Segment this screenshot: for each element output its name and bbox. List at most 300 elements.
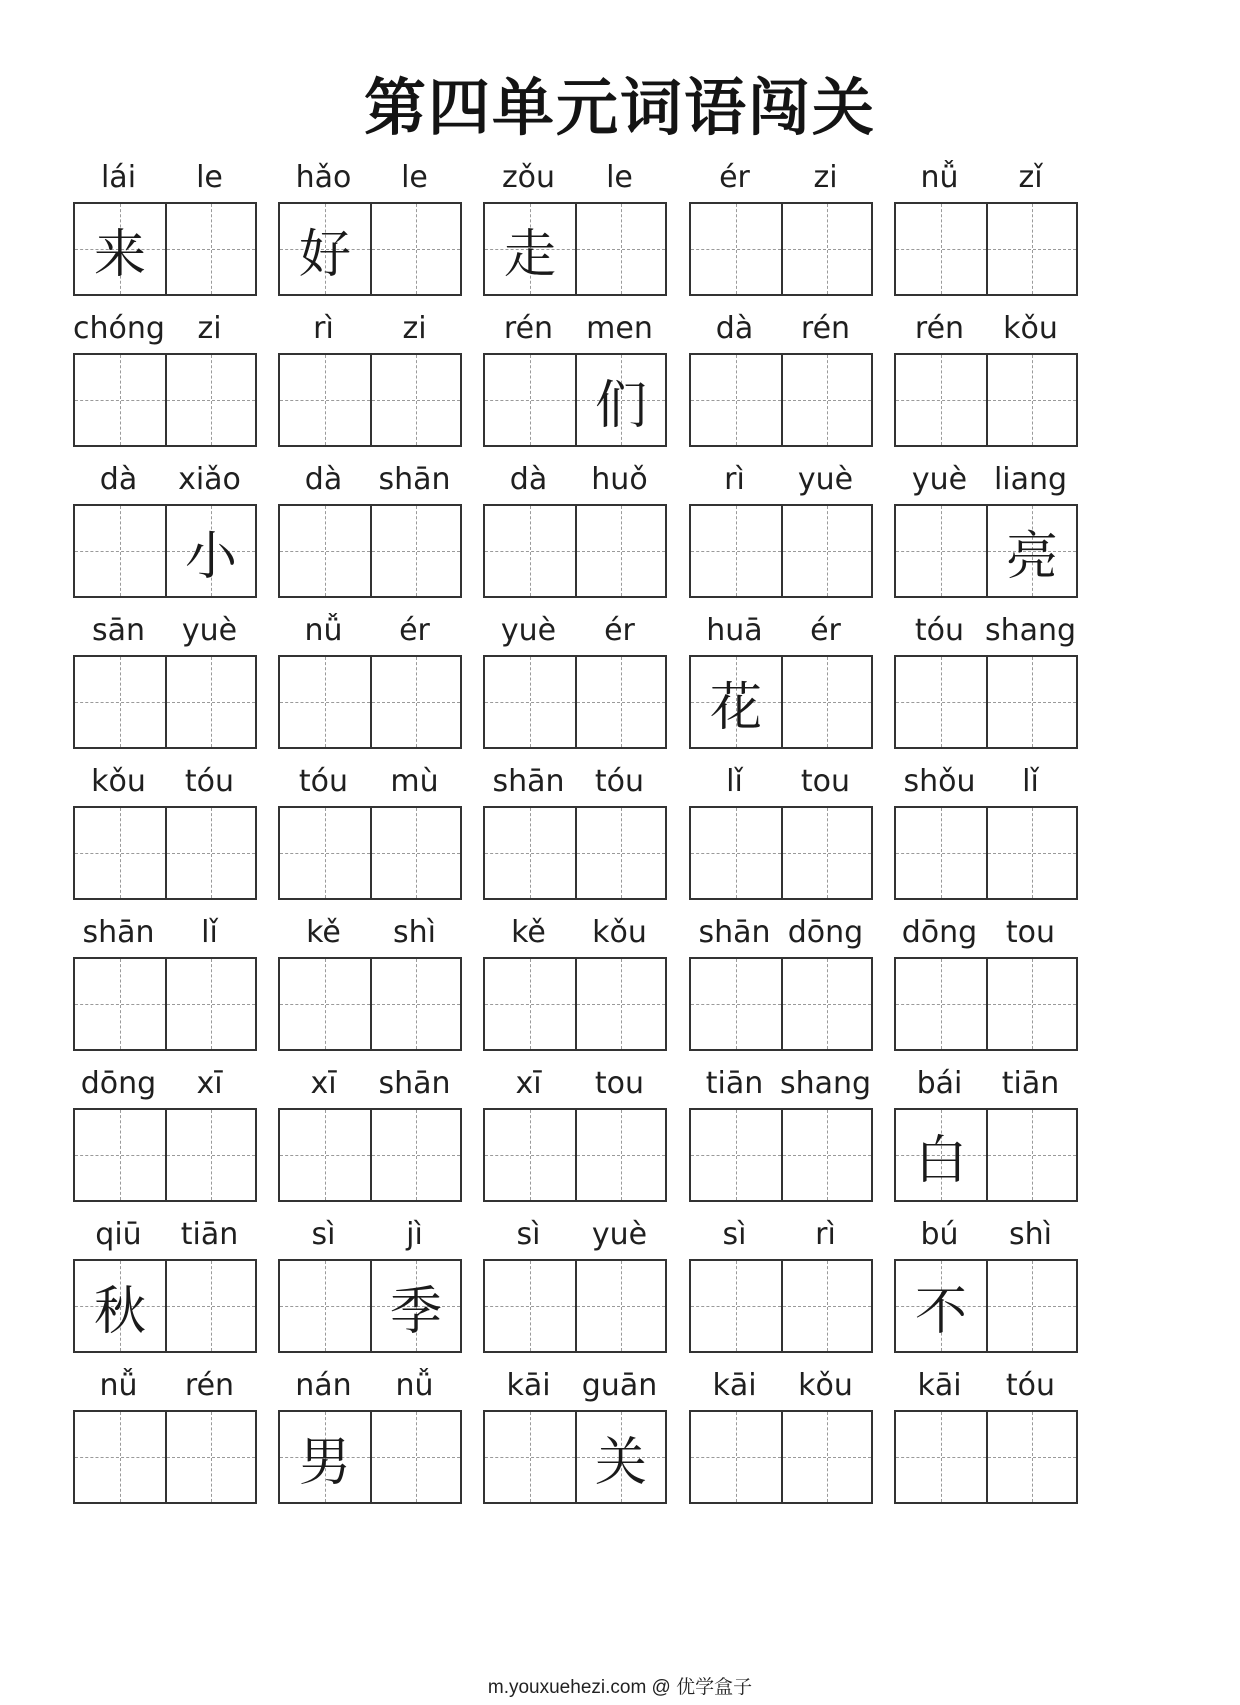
tian-zi-cell[interactable] [485,657,575,747]
writing-box [483,806,667,900]
hanzi-character [577,808,665,898]
tian-zi-cell[interactable] [896,1110,986,1200]
tian-zi-cell[interactable] [986,808,1076,898]
hanzi-character [485,1412,575,1502]
hanzi-character [783,506,871,596]
tian-zi-cell[interactable] [370,204,460,294]
pinyin-label: shān [378,462,451,497]
writing-box [483,202,667,296]
writing-box [278,957,462,1051]
writing-box [278,655,462,749]
hanzi-character [988,657,1076,747]
writing-box [894,1410,1078,1504]
pinyin-label: bú [920,1217,959,1252]
tian-zi-cell[interactable] [280,959,370,1049]
tian-zi-cell[interactable] [896,808,986,898]
pinyin-label: le [196,160,223,195]
tian-zi-cell[interactable] [280,204,370,294]
pinyin-label: zǒu [501,160,556,195]
pinyin-label: ér [399,613,430,648]
tian-zi-cell[interactable] [485,808,575,898]
hanzi-character [485,657,575,747]
tian-zi-cell[interactable] [781,1110,871,1200]
pinyin-label: tou [594,1066,645,1101]
pinyin-label: hǎo [295,160,352,195]
writing-box [689,957,873,1051]
pinyin-label: shang [985,613,1077,648]
tian-zi-cell[interactable] [165,1261,255,1351]
tian-zi-cell[interactable] [485,1110,575,1200]
hanzi-character [691,1412,781,1502]
hanzi-character [485,808,575,898]
tian-zi-cell[interactable] [280,657,370,747]
pinyin-label: huā [706,613,763,648]
hanzi-character [75,1412,165,1502]
hanzi-character: 们 [594,375,647,436]
hanzi-character [280,657,370,747]
hanzi-character [896,1412,986,1502]
hanzi-character [167,355,255,445]
hanzi-character [896,808,986,898]
hanzi-character: 不 [914,1281,967,1342]
tian-zi-cell[interactable] [165,959,255,1049]
pinyin-label: ér [719,160,750,195]
pinyin-label: kě [306,915,341,950]
tian-zi-cell[interactable] [370,1110,460,1200]
hanzi-character [691,808,781,898]
pinyin-label: kǒu [1003,311,1058,346]
pinyin-label: sì [516,1217,541,1252]
pinyin-label: kāi [506,1368,551,1403]
pinyin-label: dōng [787,915,864,950]
hanzi-character [988,1412,1076,1502]
pinyin-label: yuè [591,1217,648,1252]
tian-zi-cell[interactable] [691,959,781,1049]
pinyin-label: xī [310,1066,337,1101]
pinyin-label: sān [91,613,146,648]
hanzi-character [485,355,575,445]
tian-zi-cell[interactable] [75,355,165,445]
tian-zi-cell[interactable] [691,808,781,898]
footer-source: m.youxuehezi.com @ 优学盒子 [487,1677,753,1698]
hanzi-character: 白 [914,1130,967,1191]
pinyin-label: dōng [80,1066,157,1101]
hanzi-character [167,657,255,747]
writing-box [278,1259,462,1353]
tian-zi-cell[interactable] [781,355,871,445]
pinyin-label: men [586,311,653,346]
tian-zi-cell[interactable] [781,657,871,747]
hanzi-character [783,355,871,445]
hanzi-character [896,204,986,294]
tian-zi-cell[interactable] [575,808,665,898]
tian-zi-cell[interactable] [485,1412,575,1502]
writing-box [894,1108,1078,1202]
writing-box [894,957,1078,1051]
hanzi-character [75,808,165,898]
pinyin-label: huǒ [591,462,648,497]
hanzi-character [896,959,986,1049]
pinyin-label: yuè [797,462,854,497]
tian-zi-cell[interactable] [781,506,871,596]
tian-zi-cell[interactable] [165,204,255,294]
hanzi-character: 小 [184,526,237,587]
tian-zi-cell[interactable] [370,355,460,445]
pinyin-label: tóu [594,764,645,799]
pinyin-label: lǐ [726,764,743,799]
tian-zi-cell[interactable] [370,657,460,747]
pinyin-label: xiǎo [178,462,241,497]
tian-zi-cell[interactable] [691,657,781,747]
tian-zi-cell[interactable] [575,1412,665,1502]
pinyin-label: tiān [1001,1066,1060,1101]
pinyin-label: zi [813,160,838,195]
tian-zi-cell[interactable] [485,1261,575,1351]
tian-zi-cell[interactable] [75,1261,165,1351]
writing-box [278,806,462,900]
pinyin-label: nǚ [395,1368,434,1403]
writing-box [894,655,1078,749]
tian-zi-cell[interactable] [485,204,575,294]
pinyin-label: zi [197,311,222,346]
hanzi-character: 走 [503,224,556,285]
tian-zi-cell[interactable] [370,1261,460,1351]
writing-box [483,957,667,1051]
hanzi-character [75,959,165,1049]
hanzi-character [896,355,986,445]
hanzi-character [577,204,665,294]
tian-zi-cell[interactable] [75,808,165,898]
hanzi-character [485,1261,575,1351]
hanzi-character [485,506,575,596]
hanzi-character [167,1110,255,1200]
tian-zi-cell[interactable] [485,959,575,1049]
tian-zi-cell[interactable] [986,657,1076,747]
tian-zi-cell[interactable] [165,506,255,596]
hanzi-character [372,808,460,898]
hanzi-character [280,506,370,596]
tian-zi-cell[interactable] [896,506,986,596]
hanzi-character [372,1412,460,1502]
hanzi-character [783,204,871,294]
hanzi-character [988,1110,1076,1200]
hanzi-character [372,506,460,596]
tian-zi-cell[interactable] [165,355,255,445]
hanzi-character [988,959,1076,1049]
hanzi-character [372,959,460,1049]
hanzi-character [988,1261,1076,1351]
tian-zi-cell[interactable] [691,1261,781,1351]
tian-zi-cell[interactable] [986,1261,1076,1351]
hanzi-character [280,959,370,1049]
hanzi-character [372,204,460,294]
writing-box [73,806,257,900]
tian-zi-cell[interactable] [575,204,665,294]
writing-box [483,655,667,749]
hanzi-character [167,808,255,898]
tian-zi-cell[interactable] [691,506,781,596]
writing-box [483,1108,667,1202]
writing-box [894,202,1078,296]
tian-zi-cell[interactable] [575,657,665,747]
writing-box [278,202,462,296]
hanzi-character: 关 [594,1432,647,1493]
tian-zi-cell[interactable] [986,355,1076,445]
hanzi-character [691,204,781,294]
hanzi-character [372,657,460,747]
pinyin-label: kǒu [592,915,647,950]
pinyin-label: qiū [95,1217,142,1252]
hanzi-character [577,1110,665,1200]
pinyin-label: xī [196,1066,223,1101]
pinyin-label: bái [916,1066,963,1101]
writing-box [689,1410,873,1504]
pinyin-label: shì [1009,1217,1052,1252]
pinyin-label: kě [511,915,546,950]
tian-zi-cell[interactable] [75,1412,165,1502]
pinyin-label: kǒu [798,1368,853,1403]
writing-box [894,1259,1078,1353]
writing-box [73,957,257,1051]
hanzi-character [167,959,255,1049]
pinyin-label: ér [810,613,841,648]
hanzi-character [988,355,1076,445]
writing-box [689,655,873,749]
pinyin-label: shang [780,1066,872,1101]
hanzi-character [896,506,986,596]
hanzi-character [988,204,1076,294]
hanzi-character [783,959,871,1049]
tian-zi-cell[interactable] [165,657,255,747]
tian-zi-cell[interactable] [781,959,871,1049]
hanzi-character [485,1110,575,1200]
tian-zi-cell[interactable] [280,1110,370,1200]
writing-box [689,806,873,900]
writing-box [73,1259,257,1353]
hanzi-character: 花 [709,677,762,738]
tian-zi-cell[interactable] [165,1110,255,1200]
pinyin-label: liang [993,462,1068,497]
writing-box [894,504,1078,598]
pinyin-label: dōng [901,915,978,950]
tian-zi-cell[interactable] [75,1110,165,1200]
writing-box [483,1410,667,1504]
hanzi-character [988,808,1076,898]
tian-zi-cell[interactable] [575,355,665,445]
hanzi-character: 秋 [93,1281,146,1342]
writing-box [483,1259,667,1353]
tian-zi-cell[interactable] [280,355,370,445]
writing-box [278,353,462,447]
writing-box [483,504,667,598]
hanzi-character [280,808,370,898]
hanzi-character [783,1412,871,1502]
pinyin-label: yuè [181,613,238,648]
writing-box [278,1410,462,1504]
writing-box [278,504,462,598]
pinyin-label: le [401,160,428,195]
pinyin-label: tóu [184,764,235,799]
tian-zi-cell[interactable] [575,1261,665,1351]
pinyin-label: lái [100,160,137,195]
hanzi-character [691,506,781,596]
pinyin-label: rén [800,311,851,346]
tian-zi-cell[interactable] [781,204,871,294]
tian-zi-cell[interactable] [280,506,370,596]
pinyin-label: tiān [705,1066,764,1101]
writing-box [689,504,873,598]
hanzi-character: 来 [93,224,146,285]
pinyin-label: shān [82,915,155,950]
pinyin-label: nǚ [99,1368,138,1403]
tian-zi-cell[interactable] [75,204,165,294]
hanzi-character: 季 [389,1281,442,1342]
tian-zi-cell[interactable] [370,808,460,898]
tian-zi-cell[interactable] [691,1110,781,1200]
writing-box [894,806,1078,900]
hanzi-character [691,959,781,1049]
pinyin-label: chóng [73,311,165,346]
hanzi-character [280,1110,370,1200]
tian-zi-cell[interactable] [896,1412,986,1502]
pinyin-label: rén [914,311,965,346]
pinyin-label: mù [390,764,439,799]
pinyin-label: le [606,160,633,195]
pinyin-label: rì [815,1217,836,1252]
pinyin-label: shì [393,915,436,950]
tian-zi-cell[interactable] [986,506,1076,596]
hanzi-character [372,1110,460,1200]
pinyin-label: kǒu [91,764,146,799]
pinyin-label: nǚ [304,613,343,648]
pinyin-label: ér [604,613,635,648]
writing-box [894,353,1078,447]
pinyin-label: shān [378,1066,451,1101]
pinyin-label: tóu [914,613,965,648]
pinyin-label: guān [581,1368,658,1403]
hanzi-character [577,959,665,1049]
pinyin-label: nǚ [920,160,959,195]
hanzi-character [167,1261,255,1351]
tian-zi-cell[interactable] [986,1110,1076,1200]
pinyin-label: sì [311,1217,336,1252]
hanzi-character [577,1261,665,1351]
pinyin-label: kāi [917,1368,962,1403]
pinyin-label: tiān [180,1217,239,1252]
tian-zi-cell[interactable] [165,808,255,898]
tian-zi-cell[interactable] [986,1412,1076,1502]
pinyin-label: sì [722,1217,747,1252]
tian-zi-cell[interactable] [485,355,575,445]
pinyin-label: jì [406,1217,423,1252]
hanzi-character: 好 [298,224,351,285]
tian-zi-cell[interactable] [370,959,460,1049]
tian-zi-cell[interactable] [896,355,986,445]
hanzi-character [577,506,665,596]
writing-box [73,504,257,598]
hanzi-character [783,1110,871,1200]
pinyin-label: zǐ [1018,160,1043,195]
tian-zi-cell[interactable] [986,959,1076,1049]
hanzi-character [75,355,165,445]
hanzi-character [75,657,165,747]
hanzi-character [280,1261,370,1351]
tian-zi-cell[interactable] [280,1261,370,1351]
hanzi-character [896,657,986,747]
hanzi-character [577,657,665,747]
pinyin-label: shān [492,764,565,799]
tian-zi-cell[interactable] [781,1261,871,1351]
tian-zi-cell[interactable] [165,1412,255,1502]
writing-box [73,353,257,447]
hanzi-character: 亮 [1005,526,1058,587]
tian-zi-cell[interactable] [896,657,986,747]
hanzi-character [783,808,871,898]
pinyin-label: dà [509,462,548,497]
hanzi-character [485,959,575,1049]
pinyin-label: zi [402,311,427,346]
pinyin-label: rén [503,311,554,346]
pinyin-label: rén [184,1368,235,1403]
pinyin-label: dà [99,462,138,497]
writing-box [73,202,257,296]
pinyin-label: yuè [911,462,968,497]
tian-zi-cell[interactable] [75,657,165,747]
hanzi-character [783,1261,871,1351]
tian-zi-cell[interactable] [75,959,165,1049]
tian-zi-cell[interactable] [280,1412,370,1502]
hanzi-character [167,204,255,294]
writing-box [689,202,873,296]
hanzi-character [691,1261,781,1351]
tian-zi-cell[interactable] [75,506,165,596]
tian-zi-cell[interactable] [370,506,460,596]
tian-zi-cell[interactable] [575,506,665,596]
pinyin-label: tou [1005,915,1056,950]
tian-zi-cell[interactable] [691,355,781,445]
pinyin-label: xī [515,1066,542,1101]
hanzi-character [75,1110,165,1200]
hanzi-character [75,506,165,596]
tian-zi-cell[interactable] [896,1261,986,1351]
tian-zi-cell[interactable] [575,1110,665,1200]
writing-box [689,1259,873,1353]
tian-zi-cell[interactable] [280,808,370,898]
tian-zi-cell[interactable] [896,959,986,1049]
tian-zi-cell[interactable] [485,506,575,596]
hanzi-character [691,1110,781,1200]
hanzi-character [783,657,871,747]
pinyin-label: lǐ [1022,764,1039,799]
pinyin-label: kāi [712,1368,757,1403]
tian-zi-cell[interactable] [896,204,986,294]
writing-box [73,655,257,749]
pinyin-label: dà [715,311,754,346]
tian-zi-cell[interactable] [691,1412,781,1502]
tian-zi-cell[interactable] [575,959,665,1049]
tian-zi-cell[interactable] [781,808,871,898]
tian-zi-cell[interactable] [370,1412,460,1502]
tian-zi-cell[interactable] [986,204,1076,294]
tian-zi-cell[interactable] [781,1412,871,1502]
tian-zi-cell[interactable] [691,204,781,294]
hanzi-character [280,355,370,445]
writing-box [689,1108,873,1202]
pinyin-label: lǐ [201,915,218,950]
pinyin-label: shǒu [903,764,976,799]
pinyin-label: dà [304,462,343,497]
pinyin-label: tóu [298,764,349,799]
